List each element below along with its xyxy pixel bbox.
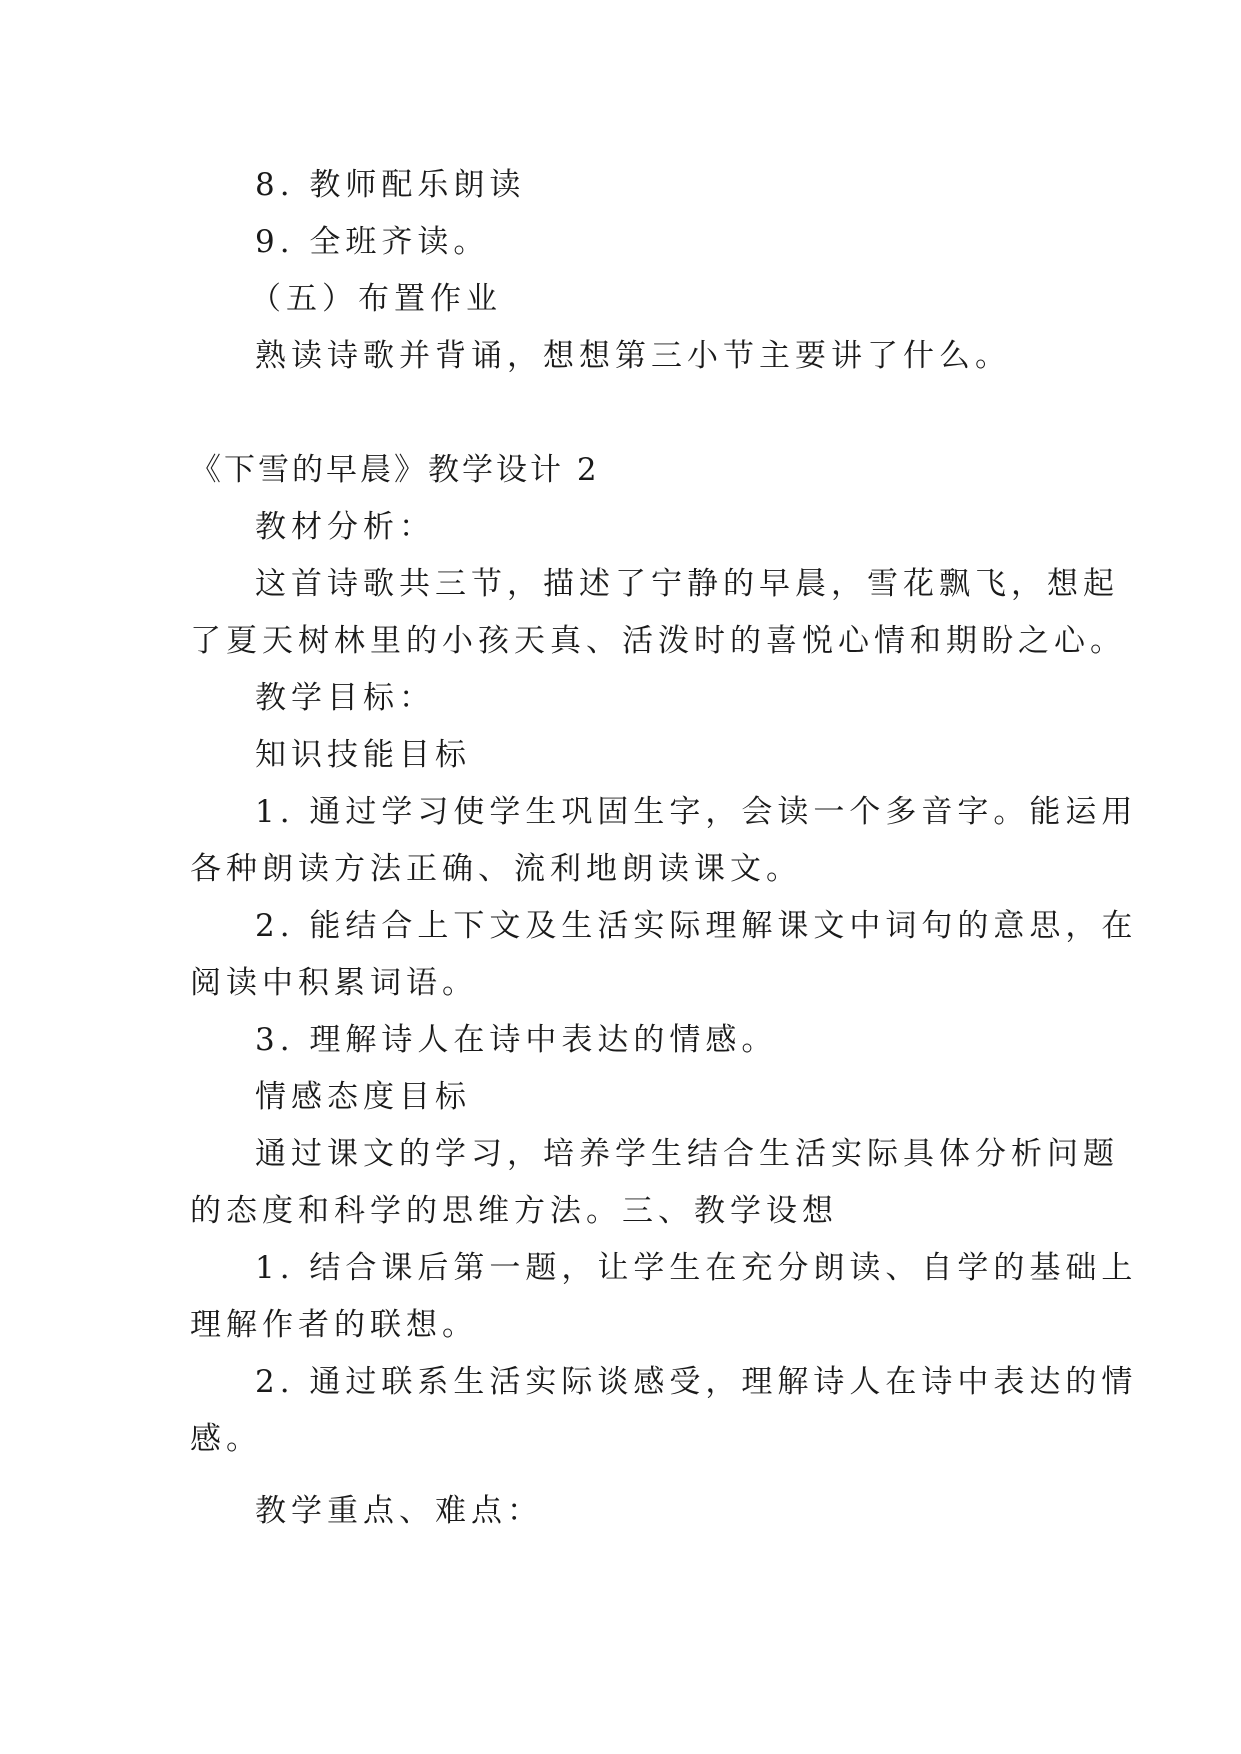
idea-1-line-1: 1. 结合课后第一题，让学生在充分朗读、自学的基础上 [255,1250,1138,1286]
list-item-9: 9. 全班齐读。 [255,224,490,260]
key-points-heading: 教学重点、难点： [255,1493,543,1529]
goal-3: 3. 理解诗人在诗中表达的情感。 [255,1022,778,1058]
goal-1-line-1: 1. 通过学习使学生巩固生字，会读一个多音字。能运用 [255,794,1138,830]
knowledge-goals-heading: 知识技能目标 [255,737,471,773]
attitude-paragraph-line-1: 通过课文的学习，培养学生结合生活实际具体分析问题 [255,1136,1119,1172]
idea-2-line-2: 感。 [190,1421,262,1457]
idea-1-line-2: 理解作者的联想。 [190,1307,478,1343]
goals-label: 教学目标： [255,680,435,716]
list-item-8: 8. 教师配乐朗读 [255,167,526,203]
analysis-paragraph-line-2: 了夏天树林里的小孩天真、活泼时的喜悦心情和期盼之心。 [190,623,1126,659]
analysis-label: 教材分析： [255,509,435,545]
idea-2-line-1: 2. 通过联系生活实际谈感受，理解诗人在诗中表达的情 [255,1364,1138,1400]
goal-2-line-2: 阅读中积累词语。 [190,965,478,1001]
analysis-paragraph-line-1: 这首诗歌共三节，描述了宁静的早晨，雪花飘飞，想起 [255,566,1119,602]
attitude-goals-heading: 情感态度目标 [255,1079,471,1115]
goal-2-line-1: 2. 能结合上下文及生活实际理解课文中词句的意思，在 [255,908,1138,944]
attitude-paragraph-line-2: 的态度和科学的思维方法。三、教学设想 [190,1193,838,1229]
goal-1-line-2: 各种朗读方法正确、流利地朗读课文。 [190,851,802,887]
homework-heading: （五）布置作业 [250,281,502,317]
homework-text: 熟读诗歌并背诵，想想第三小节主要讲了什么。 [255,338,1011,374]
section-title: 《下雪的早晨》教学设计 2 [190,452,600,488]
